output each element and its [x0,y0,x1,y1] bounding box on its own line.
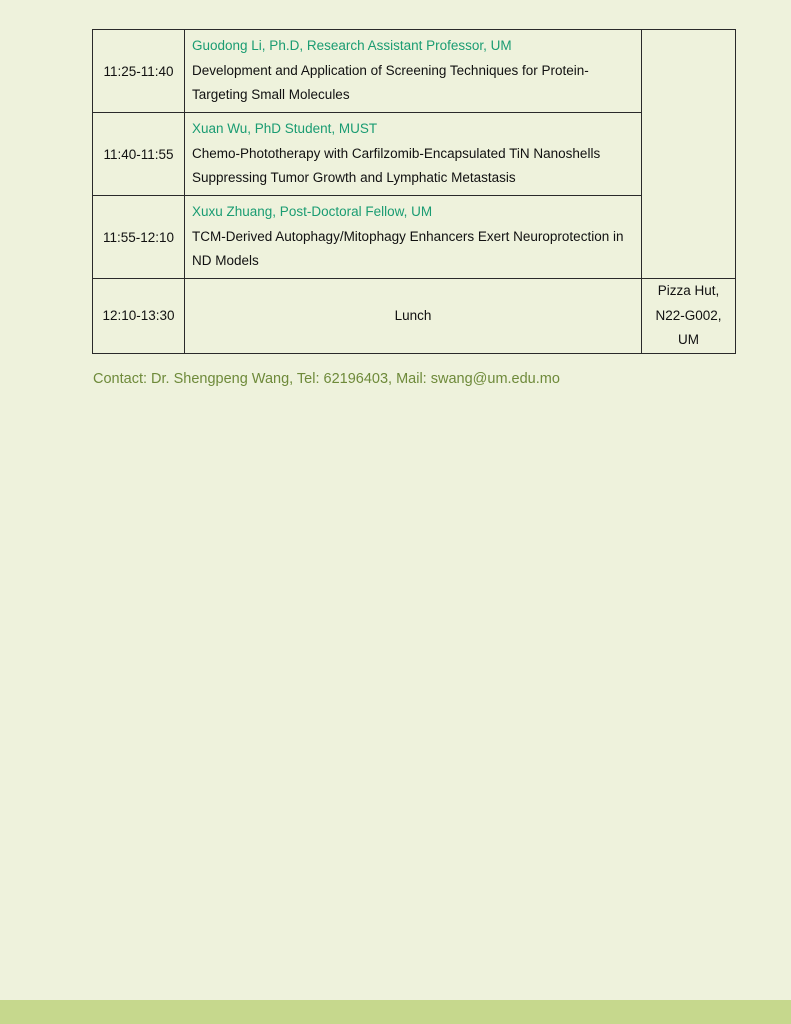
talk-title: Chemo-Phototherapy with Carfilzomib-Encapsulated TiN Nanoshells Suppressing Tumor Growth and Lymphatic Metastasis [192,145,601,186]
time-slot: 11:40-11:55 [93,113,185,196]
contact-info: Contact: Dr. Shengpeng Wang, Tel: 62196403, Mail: swang@um.edu.mo [93,371,560,387]
venue-line: UM [678,332,699,347]
time-slot: 12:10-13:30 [93,279,185,354]
time-slot: 11:25-11:40 [93,30,185,113]
talk-title: Development and Application of Screening Techniques for Protein-Targeting Small Molecules [192,62,589,103]
speaker-name: Xuxu Zhuang, Post-Doctoral Fellow, UM [192,204,433,220]
footer-band [0,1000,791,1024]
talk-cell [185,113,642,196]
table-row [93,113,736,196]
venue-line: Pizza Hut, [657,283,720,298]
venue-cell-empty [642,30,736,279]
talk-cell [185,196,642,279]
table-row [93,196,736,279]
schedule-table [92,29,736,354]
talk-title: TCM-Derived Autophagy/Mitophagy Enhancers Exert Neuroprotection in ND Models [192,228,624,269]
venue-line: N22-G002, [655,307,722,323]
speaker-name: Guodong Li, Ph.D, Research Assistant Professor, UM [192,38,512,54]
table-row-lunch [93,279,736,354]
talk-cell [185,30,642,113]
time-slot: 11:55-12:10 [93,196,185,279]
venue-cell [642,279,736,354]
table-row [93,30,736,113]
lunch-label: Lunch [185,279,642,354]
speaker-name: Xuan Wu, PhD Student, MUST [192,121,378,137]
